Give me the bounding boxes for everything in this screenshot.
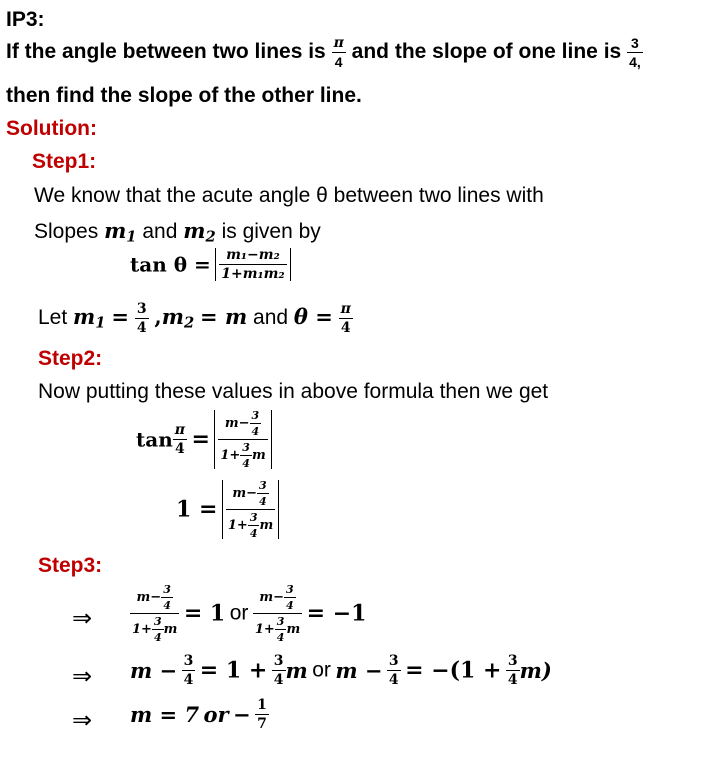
abs-fraction-1 bbox=[214, 410, 271, 469]
question-line-1 bbox=[6, 36, 643, 69]
implies-arrow-1: ⇒ bbox=[72, 604, 93, 632]
let-pi-num: π bbox=[340, 301, 351, 317]
row2-frac-2: $\frac{3}{4}$ bbox=[273, 653, 284, 688]
row2-f: m) bbox=[519, 658, 552, 683]
and-word: and bbox=[142, 220, 178, 243]
let-pi-den: 4 bbox=[339, 318, 353, 335]
question-text-a: If the angle between two lines is bbox=[6, 40, 326, 64]
let-theta: θ = bbox=[293, 304, 333, 330]
step1-label: Step1: bbox=[32, 150, 97, 173]
formula-fraction bbox=[219, 248, 286, 281]
step2-text: Now putting these values in above formula then we get bbox=[38, 380, 549, 403]
question-line-2: then find the slope of the other line. bbox=[6, 84, 362, 107]
row2-frac-4: $\frac{3}{4}$ bbox=[507, 653, 518, 688]
pi-num: π bbox=[174, 422, 185, 438]
tan-pi-fraction bbox=[173, 423, 187, 456]
row2-a: m − bbox=[130, 658, 178, 683]
row1-fraction-b: m− $\frac{3}{4}$ 1+ $\frac{3}{4}$ m bbox=[254, 583, 301, 644]
big-den-1: 1+ $\frac{3}{4}$ m bbox=[220, 441, 266, 470]
slopes-word: Slopes bbox=[34, 220, 99, 243]
let-line bbox=[38, 302, 353, 335]
let-word: Let bbox=[38, 306, 68, 330]
slope-fraction bbox=[627, 36, 643, 69]
m1-symbol: $m_1$ bbox=[104, 218, 137, 246]
row3-a: m = 7 bbox=[130, 702, 200, 727]
let-eq1: = bbox=[111, 304, 129, 330]
row1-eq2: = −1 bbox=[306, 600, 367, 627]
row2-e: = −(1 + bbox=[405, 657, 502, 684]
step3-label: Step3: bbox=[38, 554, 103, 577]
step3-row-3 bbox=[130, 698, 269, 731]
let-eq2: = m bbox=[200, 304, 248, 330]
one-equals: 1 = bbox=[176, 496, 218, 523]
let-f-num: 3 bbox=[136, 301, 147, 317]
big-fraction-2 bbox=[226, 480, 275, 539]
row2-b: = 1 + bbox=[199, 657, 268, 684]
formula-den: 1+m₁m₂ bbox=[221, 266, 285, 282]
angle-den: 4 bbox=[332, 52, 346, 69]
step2-eq1 bbox=[136, 410, 272, 469]
angle-num: π bbox=[333, 35, 344, 51]
step2-label: Step2: bbox=[38, 347, 103, 370]
let-pi-fraction bbox=[339, 302, 353, 335]
tan-formula bbox=[130, 248, 291, 281]
step3-row-1 bbox=[130, 584, 367, 643]
big-fraction-1 bbox=[218, 410, 267, 469]
let-comma: , bbox=[154, 304, 162, 330]
given-by-text: is given by bbox=[221, 220, 321, 243]
slope-num: 3 bbox=[631, 35, 639, 51]
row1-eq1: = 1 bbox=[183, 600, 226, 627]
big-num-1: m− $\frac{3}{4}$ bbox=[224, 409, 260, 438]
implies-arrow-2: ⇒ bbox=[72, 662, 93, 690]
row1-or: or bbox=[229, 601, 249, 625]
abs-fraction-2 bbox=[222, 480, 279, 539]
row2-or: or bbox=[312, 658, 331, 682]
question-text-b: and the slope of one line is bbox=[351, 40, 622, 64]
step1-text-2 bbox=[34, 218, 321, 246]
let-m2: $m_2$ bbox=[161, 304, 195, 332]
row1-fraction-a: m− $\frac{3}{4}$ 1+ $\frac{3}{4}$ m bbox=[132, 583, 178, 644]
let-m1: $m_1$ bbox=[73, 304, 106, 332]
row3-or: or bbox=[203, 702, 229, 727]
tan-word: tan bbox=[136, 427, 173, 452]
equals: = bbox=[191, 426, 210, 453]
problem-id: IP3: bbox=[6, 8, 45, 31]
row3-minus: − bbox=[233, 702, 251, 727]
solution-label: Solution: bbox=[6, 117, 97, 140]
step3-row-2 bbox=[130, 654, 552, 687]
step1-text-1: We know that the acute angle θ between two lines with bbox=[34, 184, 544, 207]
row2-frac-1: $\frac{3}{4}$ bbox=[183, 653, 194, 688]
big-num-2: m− $\frac{3}{4}$ bbox=[232, 479, 267, 508]
step2-eq2 bbox=[176, 480, 279, 539]
angle-fraction bbox=[332, 36, 346, 69]
row3-fraction: $\frac{1}{7}$ bbox=[257, 697, 267, 732]
row2-c: m bbox=[285, 658, 308, 683]
let-f-den: 4 bbox=[136, 320, 147, 336]
row2-frac-3: $\frac{3}{4}$ bbox=[388, 653, 399, 688]
m2-symbol: $m_2$ bbox=[183, 218, 216, 246]
formula-num: m₁−m₂ bbox=[226, 247, 280, 263]
implies-arrow-3: ⇒ bbox=[72, 706, 93, 734]
row2-d: m − bbox=[335, 658, 383, 683]
big-den-2: 1+ $\frac{3}{4}$ m bbox=[227, 511, 274, 540]
slope-den: 4, bbox=[629, 54, 641, 70]
let-and: and bbox=[253, 306, 289, 330]
let-fraction bbox=[135, 302, 149, 335]
tan-lhs: tan θ = bbox=[130, 252, 211, 277]
pi-den: 4 bbox=[173, 439, 187, 456]
abs-value bbox=[215, 248, 290, 281]
